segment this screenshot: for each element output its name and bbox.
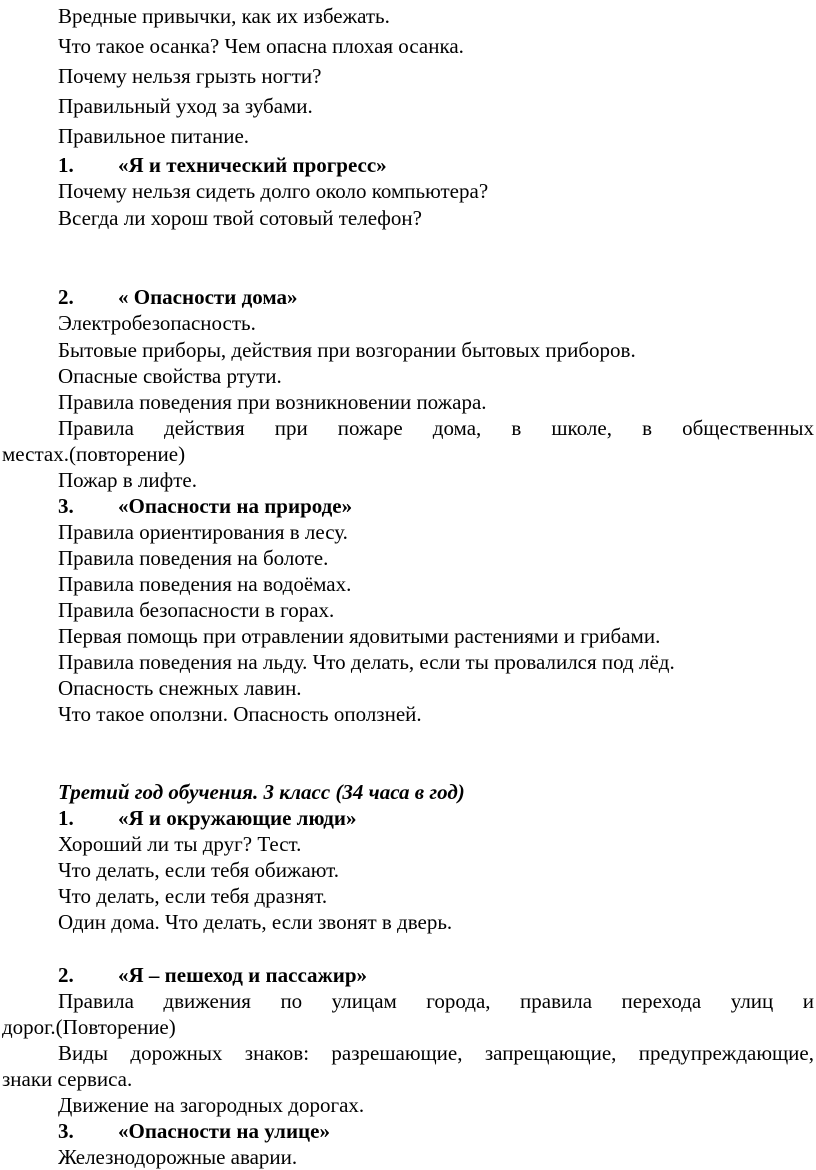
text-line: Первая помощь при отравлении ядовитыми растениями и грибами. xyxy=(58,624,661,648)
text-line: Движение на загородных дорогах. xyxy=(58,1093,365,1117)
text-line-justified: Правила действия при пожаре дома, в школе, в общественных xyxy=(58,416,814,440)
text-line: Правила поведения на льду. Что делать, если ты провалился под лёд. xyxy=(58,650,675,674)
section-title: « Опасности дома» xyxy=(118,285,298,309)
section-title: «Опасности на природе» xyxy=(118,494,353,518)
section-heading-street xyxy=(58,1121,330,1142)
text-line: Один дома. Что делать, если звонят в дверь. xyxy=(58,910,453,934)
year-heading: Третий год обучения. 3 класс (34 часа в год) xyxy=(58,780,465,804)
text-line: Правила поведения на водоёмах. xyxy=(58,572,352,596)
section-heading-home xyxy=(58,287,297,308)
section-title: «Я и окружающие люди» xyxy=(118,806,357,830)
text-line: Электробезопасность. xyxy=(58,311,256,335)
text-line-continuation: местах.(повторение) xyxy=(2,442,186,466)
text-line: Правильное питание. xyxy=(58,124,250,148)
section-number: 3. xyxy=(58,494,74,518)
section-title: «Я – пешеход и пассажир» xyxy=(118,963,368,987)
text-line: Что такое оползни. Опасность оползней. xyxy=(58,702,422,726)
text-line: Хороший ли ты друг? Тест. xyxy=(58,832,302,856)
text-line: Правила поведения на болоте. xyxy=(58,546,329,570)
text-line: Пожар в лифте. xyxy=(58,468,197,492)
text-line: Правила поведения при возникновении пожара. xyxy=(58,390,487,414)
text-line-continuation: знаки сервиса. xyxy=(2,1067,133,1091)
section-number: 2. xyxy=(58,963,74,987)
text-line-continuation: дорог.(Повторение) xyxy=(2,1015,176,1039)
text-line: Вредные привычки, как их избежать. xyxy=(58,4,390,28)
text-line: Опасные свойства ртути. xyxy=(58,364,282,388)
section-heading-people xyxy=(58,808,357,829)
text-line: Что делать, если тебя дразнят. xyxy=(58,884,328,908)
section-number: 1. xyxy=(58,806,74,830)
section-heading-pedestrian xyxy=(58,965,367,986)
section-number: 1. xyxy=(58,153,74,177)
section-number: 3. xyxy=(58,1119,74,1143)
text-line: Что делать, если тебя обижают. xyxy=(58,858,340,882)
text-line: Правила ориентирования в лесу. xyxy=(58,520,348,544)
text-line: Правильный уход за зубами. xyxy=(58,94,313,118)
text-line: Почему нельзя грызть ногти? xyxy=(58,64,322,88)
text-line: Всегда ли хорош твой сотовый телефон? xyxy=(58,206,422,230)
text-line: Опасность снежных лавин. xyxy=(58,676,302,700)
section-heading-tech xyxy=(58,155,387,176)
text-line: Бытовые приборы, действия при возгорании бытовых приборов. xyxy=(58,338,636,362)
section-title: «Я и технический прогресс» xyxy=(118,153,387,177)
text-line: Правила безопасности в горах. xyxy=(58,598,335,622)
section-heading-nature xyxy=(58,496,352,517)
section-title: «Опасности на улице» xyxy=(118,1119,330,1143)
text-line: Почему нельзя сидеть долго около компьютера? xyxy=(58,179,489,203)
text-line: Что такое осанка? Чем опасна плохая осанка. xyxy=(58,34,464,58)
text-line-justified: Правила движения по улицам города, правила перехода улиц и xyxy=(58,989,814,1013)
text-line: Железнодорожные аварии. xyxy=(58,1145,298,1169)
section-number: 2. xyxy=(58,285,74,309)
text-line-justified: Виды дорожных знаков: разрешающие, запрещающие, предупреждающие, xyxy=(58,1041,814,1065)
